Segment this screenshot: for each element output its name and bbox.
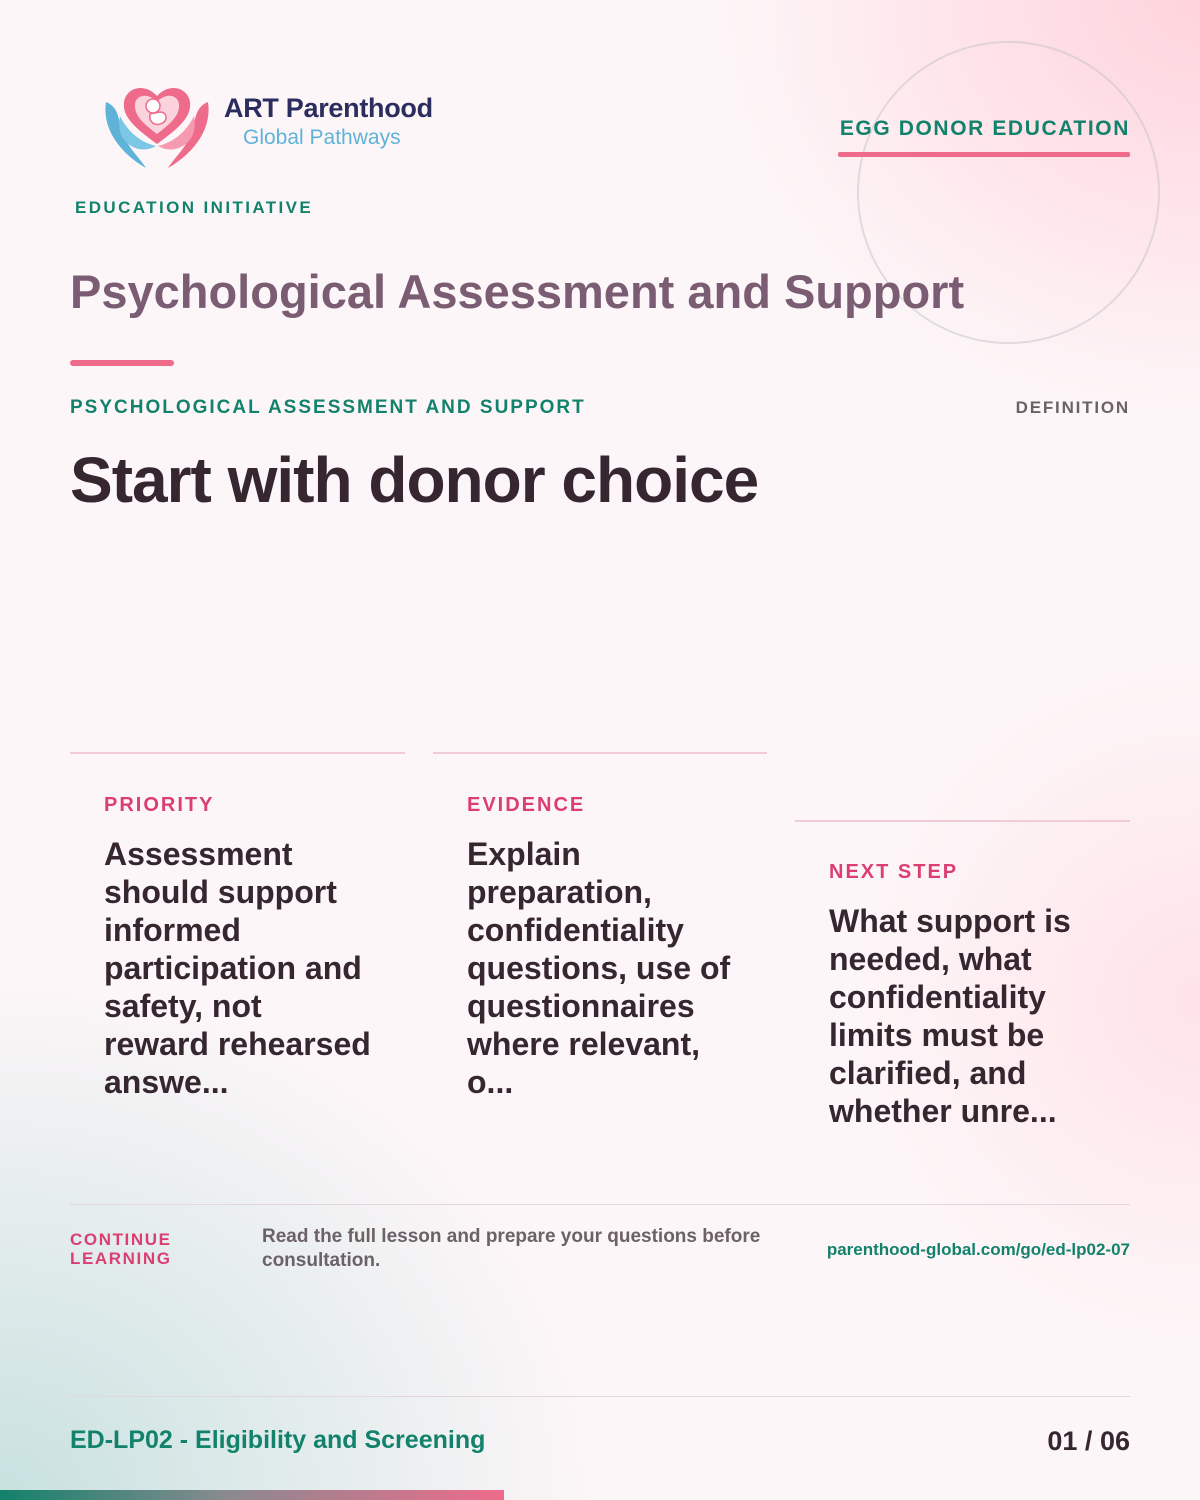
progress-bar — [0, 1490, 504, 1500]
course-title: ED-LP02 - Eligibility and Screening — [70, 1426, 486, 1454]
card-body: Explain preparation, confidentiality questions, use of questionnaires where relevant, o... — [467, 836, 731, 1100]
card-body: Assessment should support informed participation and safety, not reward rehearsed answe... — [104, 836, 371, 1100]
topic-title: Psychological Assessment and Support — [70, 265, 965, 318]
card-kicker: EVIDENCE — [467, 794, 586, 816]
accent-bar — [70, 360, 174, 366]
main-heading: Start with donor choice — [70, 444, 759, 516]
current-page: 01 — [1047, 1426, 1078, 1456]
definition-label: DEFINITION — [1015, 398, 1130, 417]
logo-mark — [100, 72, 214, 172]
total-pages: 06 — [1099, 1426, 1130, 1456]
brand-name: ART Parenthood — [224, 93, 433, 123]
series-label: EGG DONOR EDUCATION — [839, 117, 1130, 140]
continue-label-line: LEARNING — [70, 1249, 172, 1268]
brand-subtitle: Global Pathways — [243, 126, 401, 149]
card-kicker: NEXT STEP — [829, 861, 959, 883]
card-body: What support is needed, what confidentiality limits must be clarified, and whether unre... — [829, 903, 1071, 1129]
section-divider — [70, 1204, 1130, 1205]
card-evidence — [467, 794, 737, 1101]
initiative-label: EDUCATION INITIATIVE — [75, 198, 314, 217]
footer-divider — [70, 1396, 1130, 1397]
card-priority — [104, 794, 374, 1101]
heart-hands-logo-icon — [100, 72, 214, 172]
continue-label-line: CONTINUE — [70, 1230, 172, 1249]
continue-text: Read the full lesson and prepare your questions before consultation. — [262, 1226, 761, 1271]
card-divider — [433, 752, 767, 754]
page-separator: / — [1084, 1426, 1093, 1456]
card-next-step — [829, 861, 1109, 1130]
card-divider — [70, 752, 405, 754]
page-number — [1047, 1426, 1130, 1457]
lesson-link[interactable]: parenthood-global.com/go/ed-lp02-07 — [826, 1240, 1130, 1259]
continue-learning-label — [70, 1230, 172, 1268]
card-kicker: PRIORITY — [104, 794, 215, 816]
series-underline — [838, 152, 1130, 157]
card-divider — [795, 820, 1130, 822]
section-label: PSYCHOLOGICAL ASSESSMENT AND SUPPORT — [70, 397, 586, 418]
